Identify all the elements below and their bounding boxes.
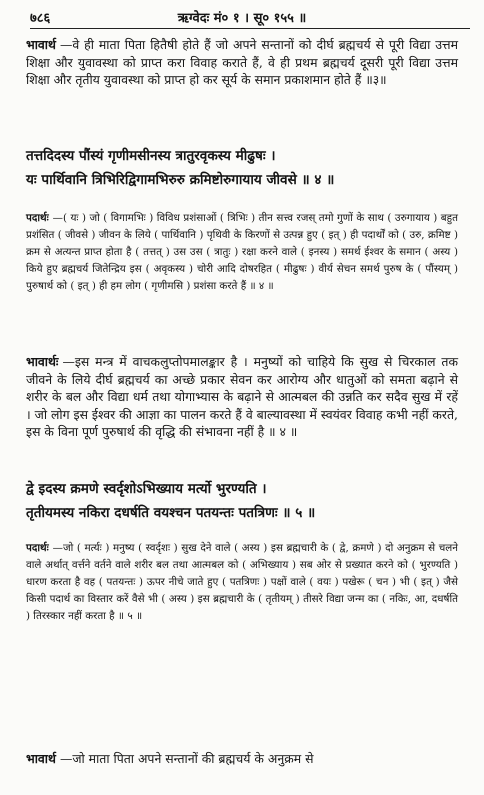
bhavartha-text: —जो माता पिता अपने सन्तानों की ब्रह्मचर्य के अनुक्रम से bbox=[59, 751, 314, 766]
padartha-section-5 bbox=[26, 540, 458, 625]
mantra-4 bbox=[26, 144, 458, 192]
bhavartha-label: भावार्थ bbox=[26, 751, 56, 766]
page-number: ७८६ bbox=[30, 11, 51, 26]
mantra-5-line-2: तृतीयमस्य नकिरा दधर्षति वयश्चन पतयन्तः पतत्रिणः ॥ ५ ॥ bbox=[26, 505, 316, 521]
padartha-paragraph bbox=[26, 210, 458, 295]
bhavartha-paragraph bbox=[26, 750, 458, 768]
mantra-5-line-1: द्वे इदस्य क्रमणे स्वर्दृशोऽभिख्याय मर्त्यो भुरण्यति । bbox=[26, 481, 267, 497]
bhavartha-label: भावार्थः bbox=[26, 354, 59, 369]
running-header bbox=[0, 6, 484, 28]
header-rule bbox=[30, 28, 470, 29]
mantra-5 bbox=[26, 477, 458, 525]
padartha-paragraph bbox=[26, 540, 458, 625]
padartha-label: पदार्थः bbox=[26, 542, 49, 554]
bhavartha-section-4 bbox=[26, 353, 458, 441]
bhavartha-text: —इस मन्त्र में वाचकलुप्तोपमालङ्कार है । मनुष्यों को चाहिये कि सुख से चिरकाल तक जीवने के लिये दीर्घ ब्रह्मचर्य का अच्छे प्रकार सेवन कर आरोग्य और धातुओं को समता बढ़ाने से शरीर के बल और विद्या धर्म तथा योगाभ्यास के बढ़ाने से आत्मबल की उन्नति कर सदैव सुख में रहें । जो लोग इस ईश्वर की आज्ञा का पालन करते हैं वे बाल्यावस्था में स्वयंवर विवाह कभी नहीं करते, इस के विना पूर्ण पुरुषार्थ की वृद्धि की संभावना नहीं है ॥ ४ ॥ bbox=[26, 354, 458, 439]
mantra-4-line-2: यः पार्थिवानि त्रिभिरिद्विगामभिरुरु क्रमिष्टोरुगायाय जीवसे ॥ ४ ॥ bbox=[26, 172, 335, 188]
bhavartha-text: —वे ही माता पिता हितैषी होते हैं जो अपने सन्तानों को दीर्घ ब्रह्मचर्य से पूरी विद्या उत्तम शिक्षा और युवावस्था को प्राप्त करा विवाह कराते हैं, वे ही प्रथम ब्रह्मचर्य दूसरी पूरी विद्या उत्तम शिक्षा और तृतीय युवावस्था को प्राप्त हो कर सूर्य के समान प्रकाशमान होते हैं ॥३॥ bbox=[26, 37, 458, 87]
padartha-text: —जो ( मर्त्यः ) मनुष्य ( स्वर्दृशः ) सुख देने वाले ( अस्य ) इस ब्रह्मचारी के ( द्वे, क्रमणे ) दो अनुक्रम से चलने वाले अर्थात् वर्त्तने वर्तने वाले शरीर बल तथा आत्मबल को ( अभिख्याय ) सब ओर से प्रख्यात करने को ( भुरण्यति ) धारण करता है वह ( पतयन्तः ) ऊपर नीचे जाते हुए ( पतत्रिणः ) पक्षों वाले ( वयः ) पखेरू ( चन ) भी ( इत् ) जैसे किसी पदार्थ का विस्तार करें वैसे भी ( अस्य ) इस ब्रह्मचारी के ( तृतीयम् ) तीसरे विद्या जन्म का ( नकिः, आ, दधर्षति ) तिरस्कार नहीं करता है ॥ ५ ॥ bbox=[26, 542, 458, 622]
bhavartha-section-3 bbox=[26, 36, 458, 89]
bhavartha-paragraph bbox=[26, 36, 458, 89]
bhavartha-label: भावार्थ bbox=[26, 37, 56, 52]
padartha-section-4 bbox=[26, 210, 458, 295]
running-title: ऋग्वेदः मं० १ । सू० १५५ ॥ bbox=[177, 11, 307, 26]
padartha-label: पदार्थः bbox=[26, 212, 49, 224]
bhavartha-section-5 bbox=[26, 750, 458, 768]
bhavartha-paragraph bbox=[26, 353, 458, 441]
mantra-4-line-1: तत्तदिदस्य पौंस्यं गृणीमसीनस्य त्रातुरवृकस्य मीढुषः । bbox=[26, 148, 276, 164]
padartha-text: —( यः ) जो ( विगामभिः ) विविध प्रशंसाओं ( त्रिभिः ) तीन सत्त्व रजस् तमो गुणों के साथ ( उरुगायाय ) बहुत प्रशंसित ( जीवसे ) जीवन के लिये ( पार्थिवानि ) पृथिवी के किरणों से उत्पन्न हुए ( इत् ) ही पदार्थों को ( उरु, क्रमिष्ट ) क्रम से अत्यन्त प्राप्त होता है ( तत्तत् ) उस उस ( त्रातुः ) रक्षा करने वाले ( इनस्य ) समर्थ ईश्वर के समान ( अस्य ) किये हुए ब्रह्मचर्य जितेन्द्रिय इस ( अवृकस्य ) चोरी आदि दोषरहित ( मीढुषः ) वीर्य सेचन समर्थ पुरुष के ( पौंस्यम् ) पुरुषार्थ को ( इत् ) ही हम लोग ( गृणीमसि ) प्रशंसा करते हैं ॥ ४ ॥ bbox=[26, 212, 458, 292]
